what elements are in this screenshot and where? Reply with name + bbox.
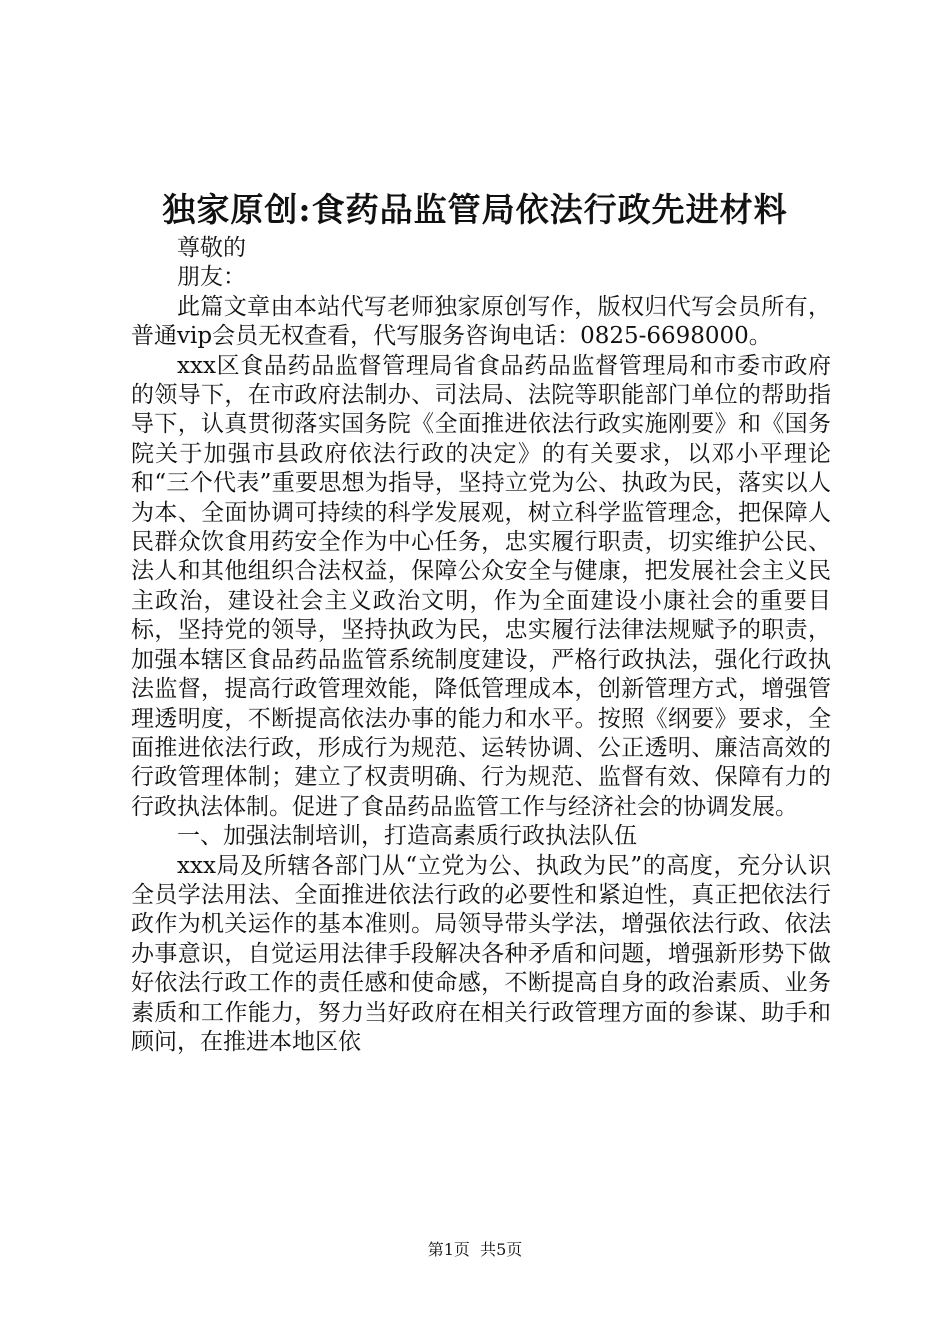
greeting-line-2: 朋友：: [177, 264, 246, 291]
document-body: [131, 234, 831, 1057]
page-total: 共5页: [480, 1240, 523, 1259]
section-heading-1: 一、加强法制培训，打造高素质行政执法队伍: [177, 823, 637, 850]
paragraph-introduction: xxx区食品药品监督管理局省食品药品监督管理局和市委市政府的领导下，在市政府法制办、司法局、法院等职能部门单位的帮助指导下，认真贯彻落实国务院《全面推进依法行政实施刚要》和《国务院关于加强市县政府依法行政的决定》的有关要求，以邓小平理论和“三个代表”重要思想为指导，坚持立党为公、执政为民，落实以人为本、全面协调可持续的科学发展观，树立科学监管理念，把保障人民群众饮食用药安全作为中心任务，忠实履行职责，切实维护公民、法人和其他组织合法权益，保障公众安全与健康，把发展社会主义民主政治，建设社会主义政治文明，作为全面建设小康社会的重要目标，坚持党的领导，坚持执政为民，忠实履行法律法规赋予的职责，加强本辖区食品药品监管系统制度建设，严格行政执法，强化行政执法监督，提高行政管理效能，降低管理成本，创新管理方式，增强管理透明度，不断提高依法办事的能力和水平。按照《纲要》要求，全面推进依法行政，形成行为规范、运转协调、公正透明、廉洁高效的行政管理体制；建立了权责明确、行为规范、监督有效、保障有力的行政执法体制。促进了食品药品监管工作与经济社会的协调发展。: [131, 352, 831, 820]
page-footer: [0, 1240, 950, 1260]
page-number: 第1页: [427, 1240, 470, 1259]
document-title: 独家原创:食药品监管局依法行政先进材料: [162, 190, 788, 229]
paragraph-copyright-notice: 此篇文章由本站代写老师独家原创写作，版权归代写会员所有，普通vip会员无权查看，代写服务咨询电话：0825-6698000。: [131, 293, 831, 350]
paragraph-section-1: xxx局及所辖各部门从“立党为公、执政为民”的高度，充分认识全员学法用法、全面推进依法行政的必要性和紧迫性，真正把依法行政作为机关运作的基本准则。局领导带头学法，增强依法行政、依法办事意识，自觉运用法律手段解决各种矛盾和问题，增强新形势下做好依法行政工作的责任感和使命感，不断提高自身的政治素质、业务素质和工作能力，努力当好政府在相关行政管理方面的参谋、助手和顾问，在推进本地区依: [131, 852, 831, 1055]
greeting-line-1: 尊敬的: [177, 235, 246, 261]
